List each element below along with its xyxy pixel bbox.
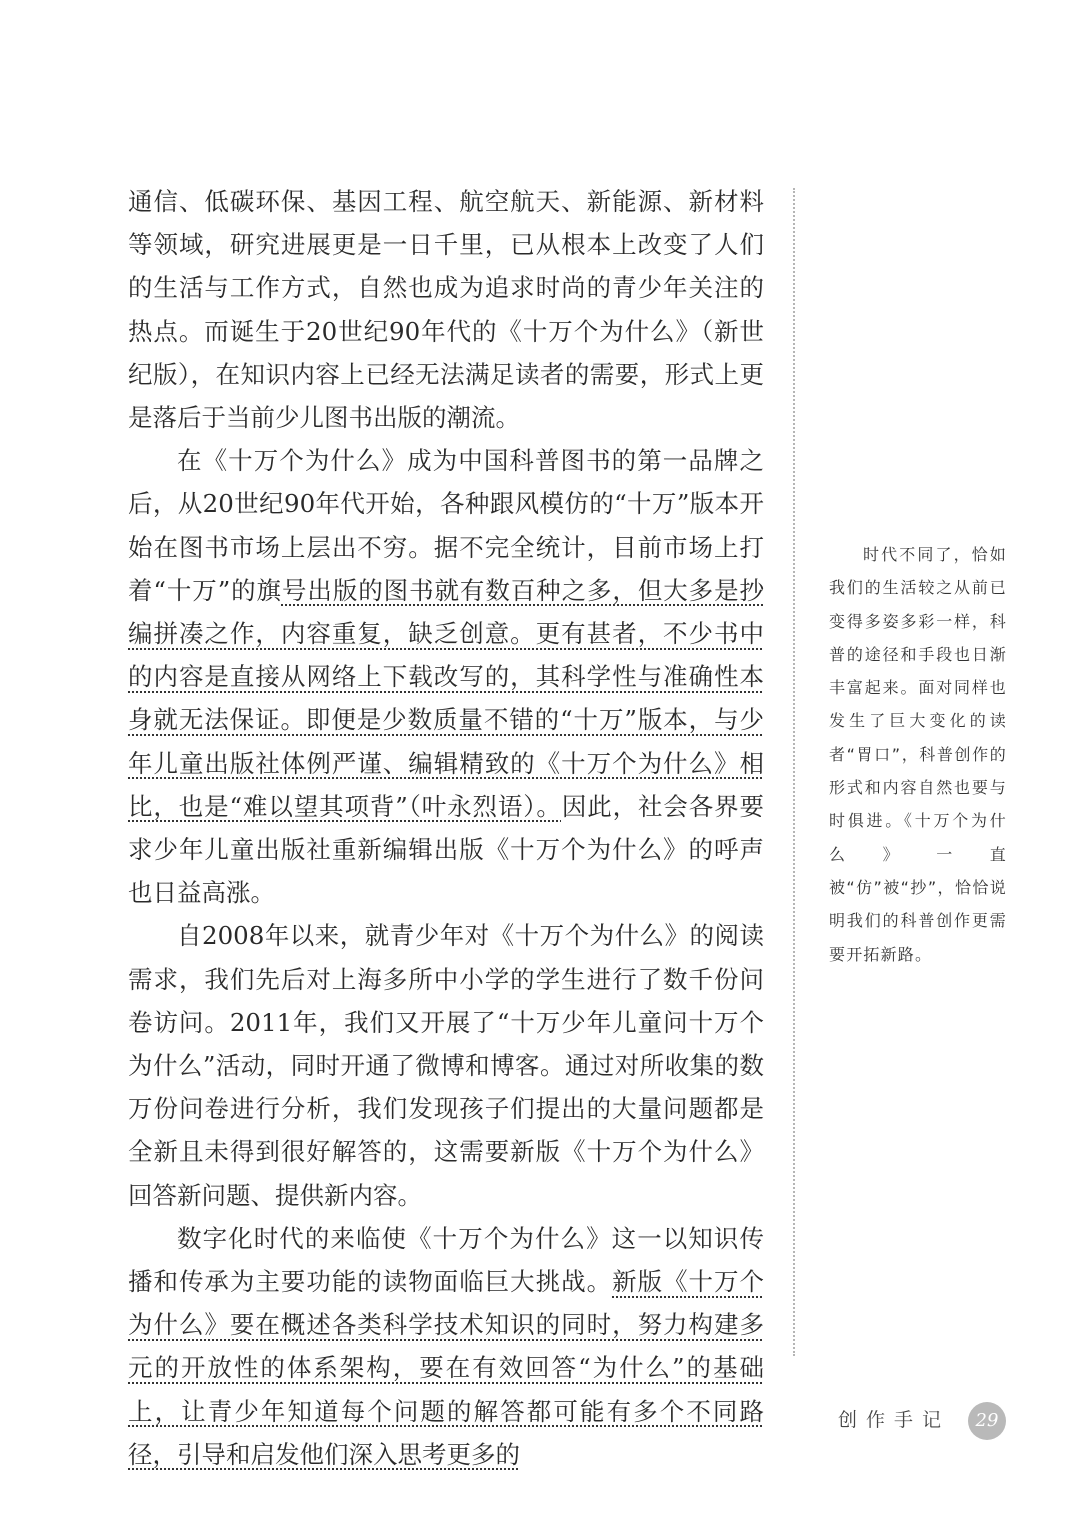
main-text-column (128, 180, 764, 1476)
margin-note-text: 时代不同了，恰如我们的生活较之从前已变得多姿多彩一样，科普的途径和手段也日渐丰富起来。面对同样也发生了巨大变化的读者“胃口”，科普创作的形式和内容自然也要与时俱进。《十万个为什么》一直被“仿”被“抄”，恰恰说明我们的科普创作更需要开拓新路。 (829, 545, 1007, 964)
paragraph-4-emphasis: 新版《十万个为什么》要在概述各类科学技术知识的同时，努力构建多元的开放性的体系架构，要在有效回答“为什么”的基础上，让青少年知道每个问题的解答都可能有多个不同路径，引导和启发他们深入思考更多的 (128, 1267, 765, 1469)
paragraph-1-text: 通信、低碳环保、基因工程、航空航天、新能源、新材料等领域，研究进展更是一日千里，已从根本上改变了人们的生活与工作方式，自然也成为追求时尚的青少年关注的热点。而诞生于20世纪90年代的《十万个为什么》（新世纪版），在知识内容上已经无法满足读者的需要，形式上更是落后于当前少儿图书出版的潮流。 (128, 187, 764, 433)
footer-section-title: 创作手记 (838, 1409, 951, 1431)
paragraph-3-text: 自2008年以来，就青少年对《十万个为什么》的阅读需求，我们先后对上海多所中小学的学生进行了数千份问卷访问。2011年，我们又开展了“十万少年儿童问十万个为什么”活动，同时开通了微博和博客。通过对所收集的数万份问卷进行分析，我们发现孩子们提出的大量问题都是全新且未得到很好解答的，这需要新版《十万个为什么》回答新问题、提供新内容。 (128, 921, 764, 1210)
paragraph-4 (128, 1217, 764, 1476)
paragraph-4-text-a: 数字化时代的来临使《十万个为什么》这一以知识传播和传承为主要功能的读物面临巨大挑战。 (128, 1223, 764, 1297)
paragraph-2-text-c: 因此，社会各界要求少年儿童出版社重新编辑出版《十万个为什么》的呼声也日益高涨。 (128, 791, 764, 908)
paragraph-2 (128, 439, 764, 914)
page-number-badge: 29 (968, 1402, 1006, 1440)
paragraph-3 (128, 914, 764, 1216)
margin-note (829, 538, 1007, 971)
paragraph-2-text-a: 在《十万个为什么》成为中国科普图书的第一品牌之后，从20世纪90年代开始，各种跟风模仿的“十万”版本开始在图书市场上层出不穷。据不完全统计，目前市场上打着“十万”的旗 (128, 446, 764, 605)
column-divider (793, 188, 795, 1356)
paragraph-2-emphasis: 号出版的图书就有数百种之多，但大多是抄编拼凑之作，内容重复，缺乏创意。更有甚者，不少书中的内容是直接从网络上下载改写的，其科学性与准确性本身就无法保证。即便是少数质量不错的“十万”版本，与少年儿童出版社体例严谨、编辑精致的《十万个为什么》相比，也是“难以望其项背”（叶永烈语）。 (128, 575, 764, 821)
paragraph-1 (128, 180, 764, 439)
